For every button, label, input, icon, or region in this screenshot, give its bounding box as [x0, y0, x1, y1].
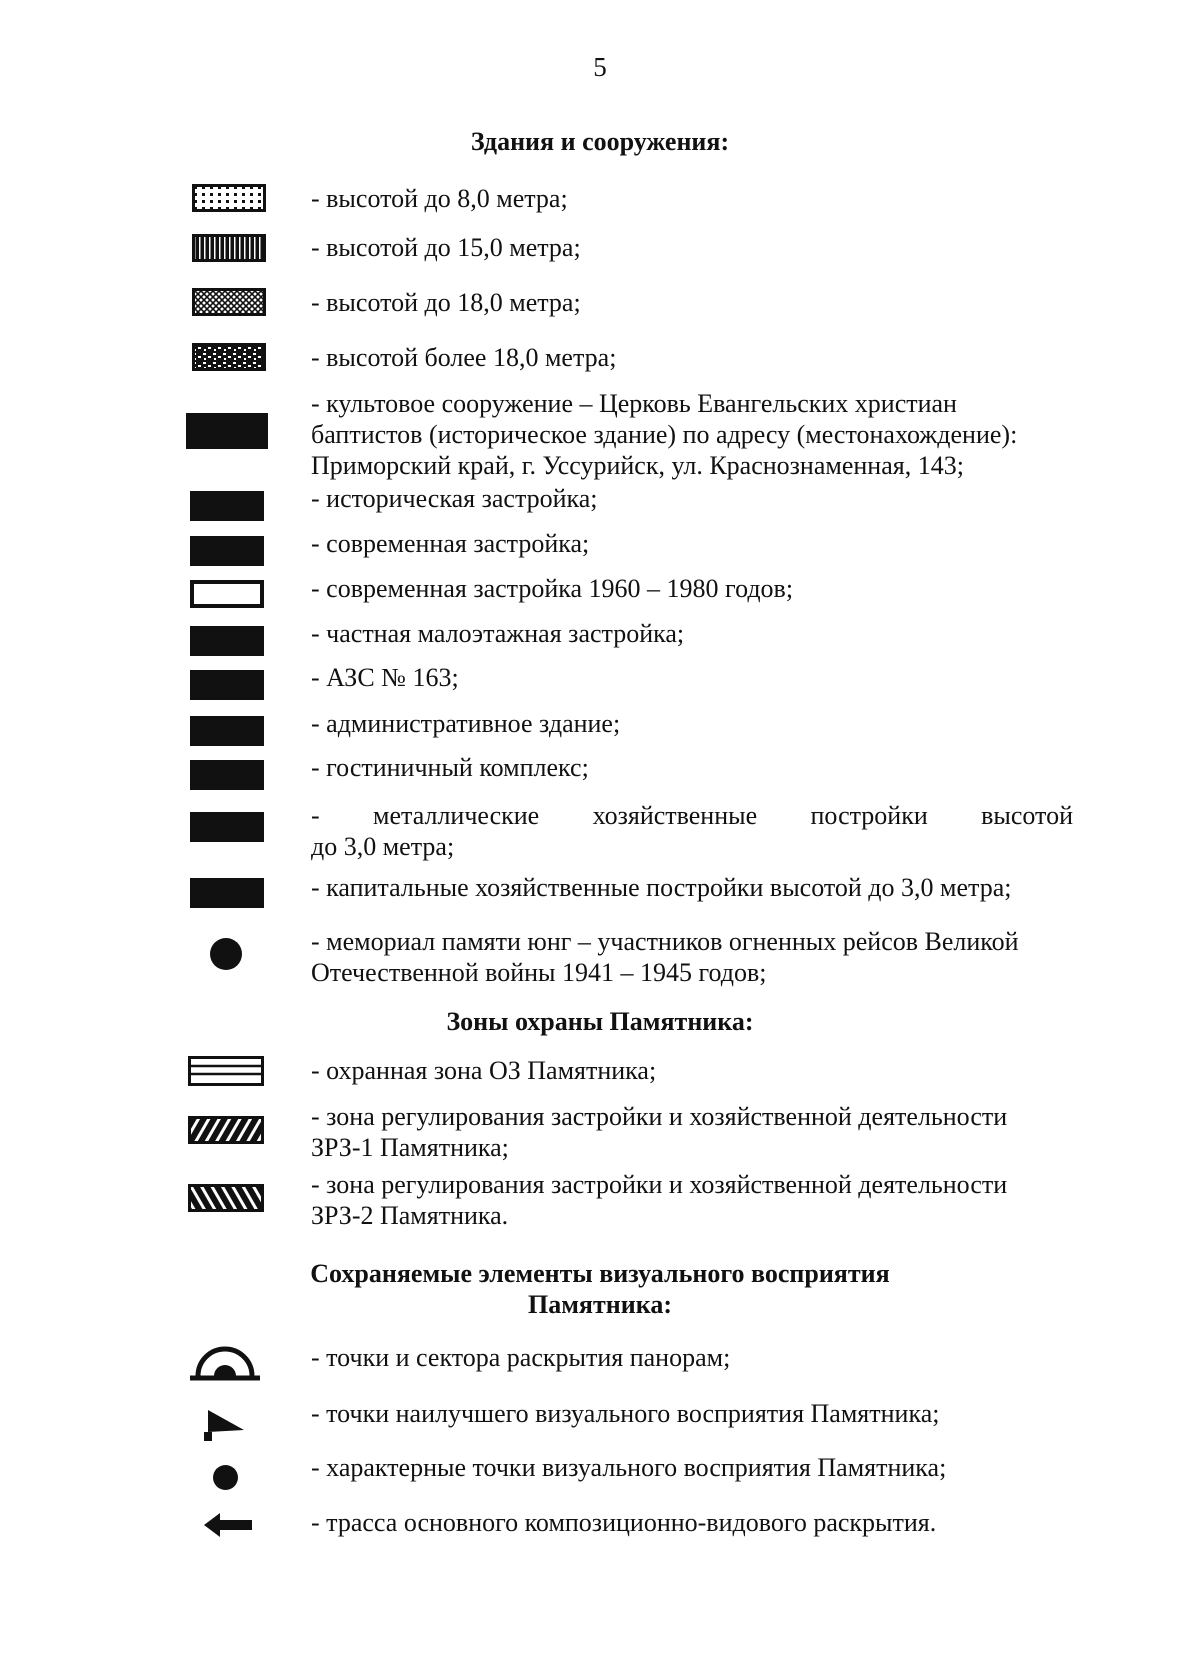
black-dot-icon: [210, 938, 242, 970]
panorama-sector-icon: [190, 1344, 260, 1384]
viewpoint-triangle-icon: [204, 1406, 250, 1442]
black-box-icon: [190, 760, 264, 790]
black-box-icon: [190, 536, 264, 566]
legend-text: - характерные точки визуального восприятия Памятника;: [311, 1453, 947, 1482]
outlined-box-icon: [190, 580, 264, 608]
legend-text-line1: - зона регулирования застройки и хозяйственной деятельности: [311, 1170, 1008, 1199]
legend-text: - гостиничный комплекс;: [311, 753, 589, 782]
horizontal-lines-icon: [188, 1056, 264, 1086]
black-box-icon: [190, 491, 264, 521]
legend-text-line2: ЗРЗ-1 Памятника;: [311, 1133, 509, 1162]
legend-text: - современная застройка;: [311, 529, 590, 558]
legend-text-line1: - зона регулирования застройки и хозяйственной деятельности: [311, 1102, 1008, 1131]
legend-text: - культовое сооружение – Церковь Евангельских христиан баптистов (историческое здание) по адресу (местонахождение): Приморский край, г. Уссурийск, ул. Краснознаменная, 143;: [311, 389, 1018, 480]
legend-text: - высотой более 18,0 метра;: [311, 343, 617, 372]
visual-heading-line2: Памятника:: [528, 1290, 672, 1319]
speckled-icon: [192, 343, 266, 371]
legend-text-line1: - мемориал памяти юнг – участников огненных рейсов Великой: [311, 927, 1019, 956]
legend-text: - точки наилучшего визуального восприятия Памятника;: [311, 1399, 940, 1428]
zones-heading: Зоны охраны Памятника:: [446, 1007, 754, 1036]
black-box-icon: [190, 716, 264, 746]
legend-text: - высотой до 8,0 метра;: [311, 184, 568, 213]
legend-text-line2: ЗРЗ-2 Памятника.: [311, 1201, 509, 1230]
black-box-icon: [190, 670, 264, 700]
diagonal-hatch-icon: [188, 1116, 264, 1144]
dotted-pattern-icon: [192, 184, 266, 212]
buildings-heading: Здания и сооружения:: [470, 127, 730, 156]
black-box-icon: [186, 413, 268, 449]
point-dot-icon: [213, 1465, 238, 1490]
crosshatch-icon: [192, 288, 266, 316]
reverse-hatch-icon: [188, 1184, 264, 1212]
legend-text: - точки и сектора раскрытия панорам;: [311, 1343, 731, 1372]
arrow-left-icon: [204, 1512, 254, 1538]
legend-text: - АЗС № 163;: [311, 663, 459, 692]
legend-text: - историческая застройка;: [311, 484, 598, 513]
black-box-icon: [190, 626, 264, 656]
black-box-icon: [190, 812, 264, 842]
legend-text-line2: до 3,0 метра;: [311, 832, 455, 861]
legend-text: - административное здание;: [311, 709, 621, 738]
black-box-icon: [190, 878, 264, 908]
legend-text: - капитальные хозяйственные постройки высотой до 3,0 метра;: [311, 873, 1012, 902]
legend-text: - частная малоэтажная застройка;: [311, 619, 685, 648]
legend-text: - охранная зона ОЗ Памятника;: [311, 1056, 657, 1085]
legend-text: - трасса основного композиционно-видового раскрытия.: [311, 1508, 937, 1537]
legend-text-line1: - металлические хозяйственные постройки высотой: [311, 801, 1073, 830]
legend-text: - высотой до 15,0 метра;: [311, 233, 581, 262]
legend-text-line2: Отечественной войны 1941 – 1945 годов;: [311, 958, 767, 987]
legend-text: - высотой до 18,0 метра;: [311, 288, 581, 317]
vertical-lines-icon: [192, 234, 266, 262]
legend-text: - современная застройка 1960 – 1980 годов;: [311, 574, 794, 603]
visual-heading-line1: Сохраняемые элементы визуального восприятия: [310, 1259, 890, 1288]
page-number: 5: [593, 52, 607, 82]
